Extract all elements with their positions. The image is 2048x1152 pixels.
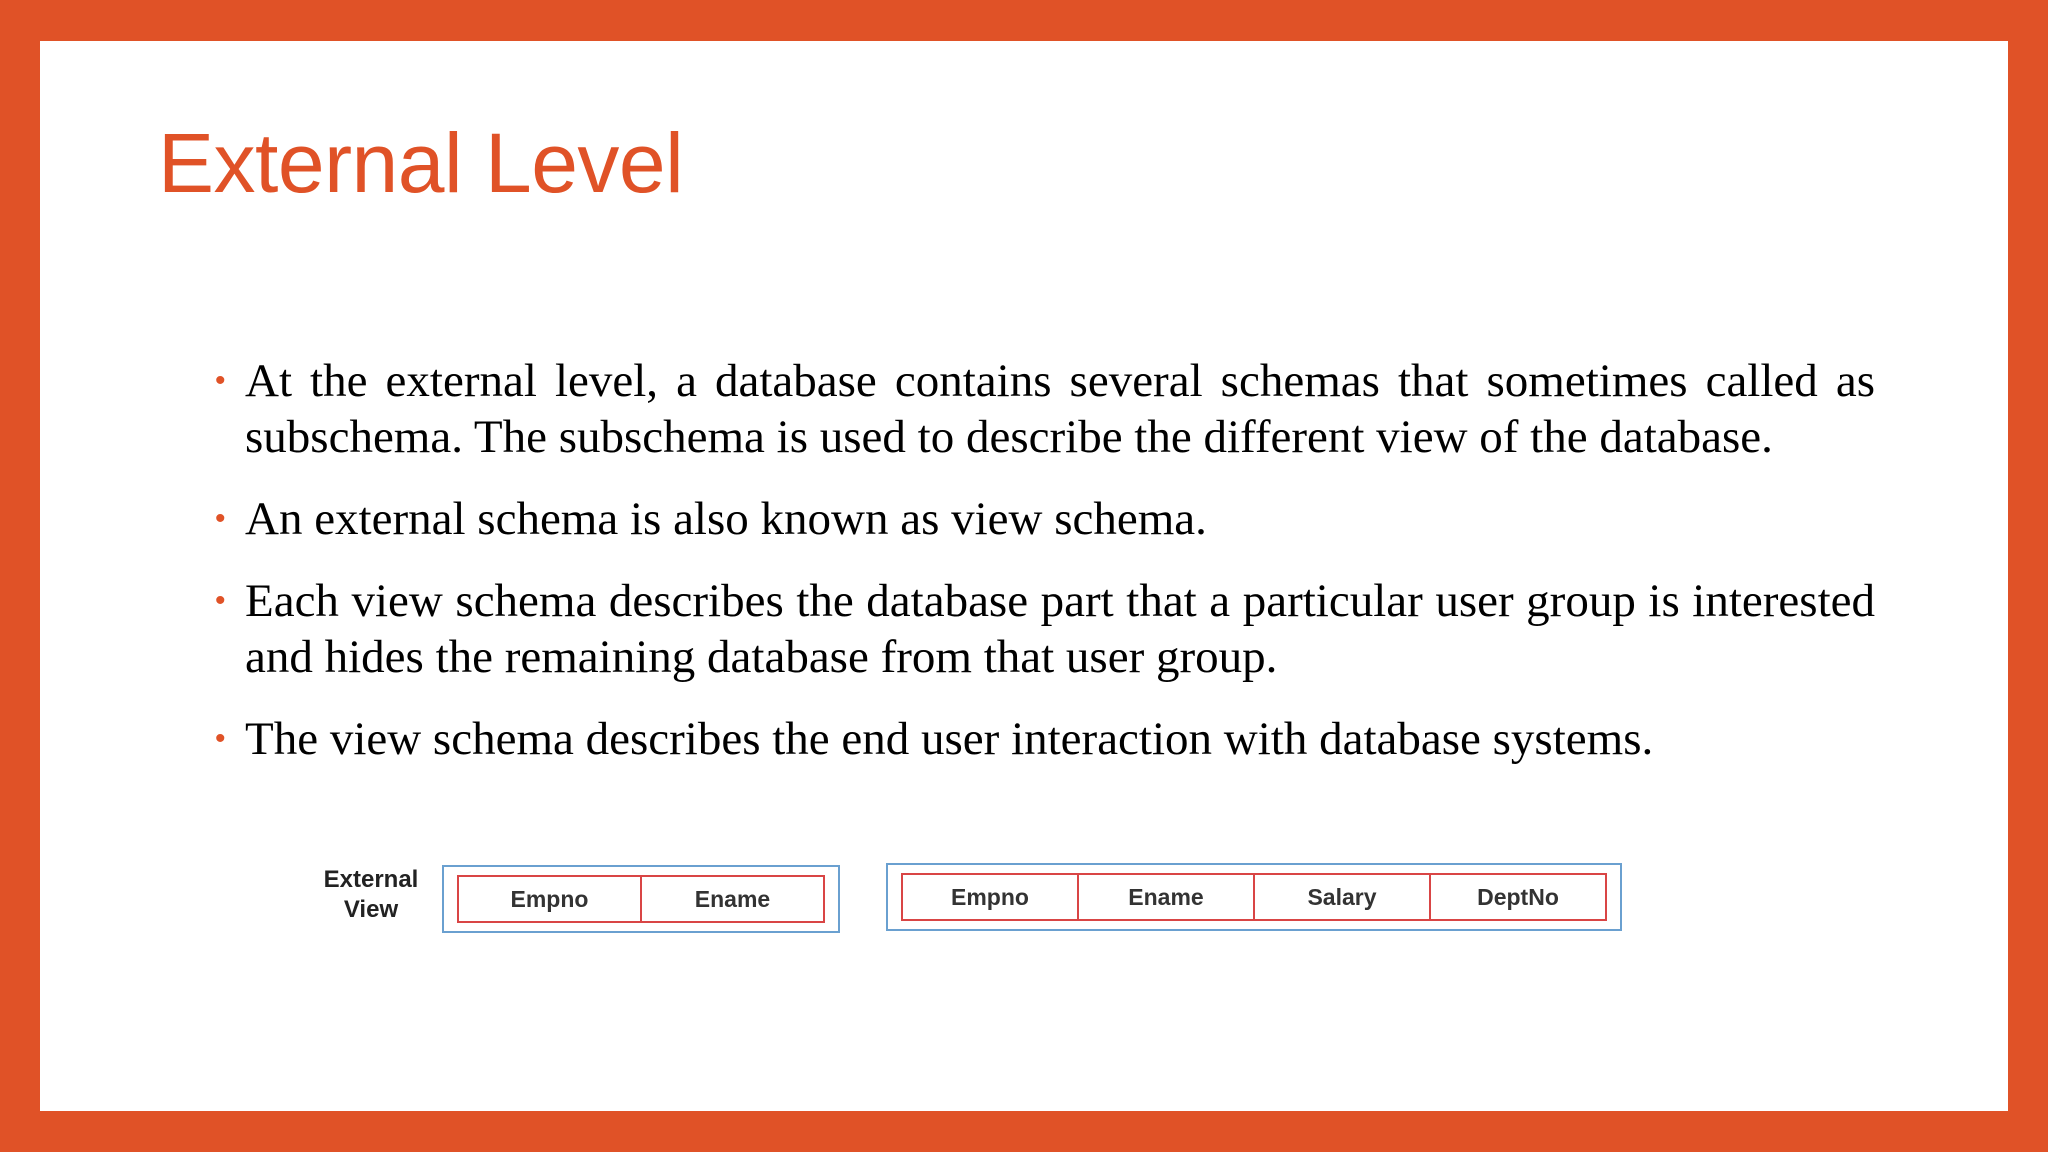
bullet-list <box>215 353 1875 793</box>
field-ename: Ename <box>1079 875 1255 919</box>
field-deptno: DeptNo <box>1477 883 1559 910</box>
bullet-item <box>215 491 1875 547</box>
bullet-text: The view schema describes the end user interaction with database systems. <box>245 713 1654 765</box>
bullet-text: Each view schema describes the database part that a particular user group is interested and hides the remaining database from that user group. <box>245 575 1875 683</box>
bullet-item <box>215 573 1875 685</box>
field-empno: Empno <box>459 877 642 921</box>
field-salary: Salary <box>1255 875 1431 919</box>
external-view-2 <box>886 863 1622 931</box>
field-row <box>457 875 825 923</box>
field-ename: Ename <box>694 885 771 912</box>
slide <box>40 41 2008 1111</box>
bullet-item <box>215 353 1875 465</box>
bullet-dot-icon: • <box>215 722 226 755</box>
external-view-1 <box>442 865 840 933</box>
bullet-text: At the external level, a database contains several schemas that sometimes called as subschema. The subschema is used to describe the different view of the database. <box>245 355 1875 463</box>
bullet-dot-icon: • <box>215 502 226 535</box>
slide-title: External Level <box>158 116 684 210</box>
field-row <box>901 873 1607 921</box>
bullet-text: An external schema is also known as view schema. <box>245 493 1207 545</box>
bullet-dot-icon: • <box>215 584 226 617</box>
bullet-item <box>215 711 1875 767</box>
external-view-label: External View <box>323 866 419 923</box>
bullet-dot-icon: • <box>215 364 226 397</box>
field-empno: Empno <box>903 875 1079 919</box>
